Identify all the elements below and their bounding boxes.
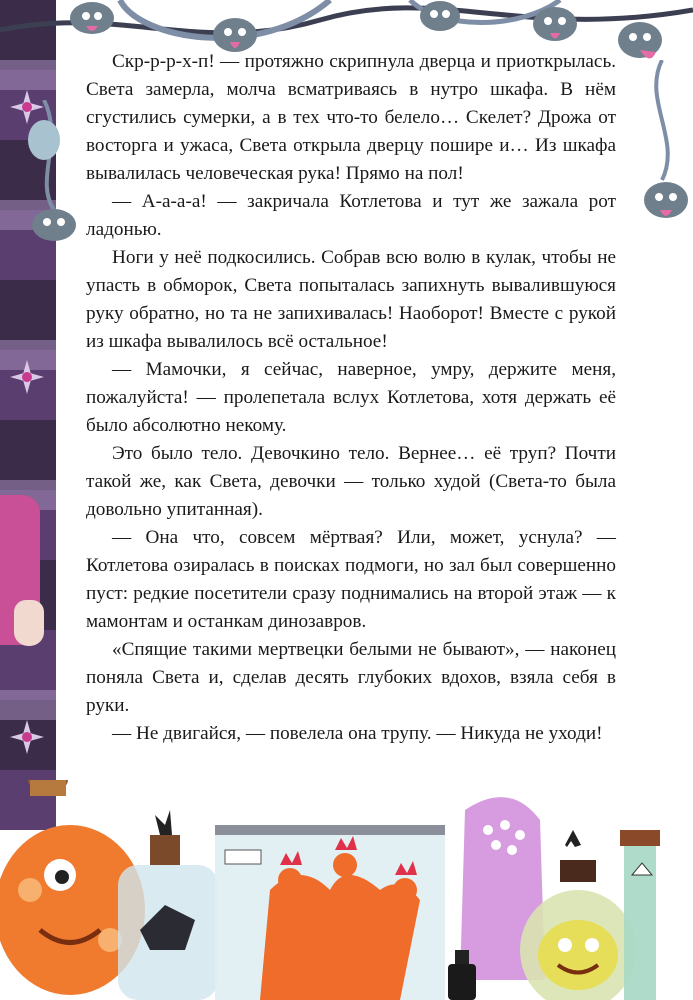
story-text [86, 48, 616, 748]
monster-icon [644, 182, 688, 218]
monster-icon [70, 2, 114, 34]
cupcake-icon [28, 780, 68, 796]
left-vine-illustration [14, 100, 84, 250]
bottle-illustration [620, 830, 660, 1000]
paragraph: Это было тело. Девочкино тело. Вернее… её труп? Почти такой же, как Света, девочки — только худой (Света-то была довольно упитанная). [86, 443, 616, 520]
monster-icon [420, 1, 460, 31]
monster-icon [618, 22, 662, 59]
right-vine-illustration [622, 60, 693, 230]
paragraph: — Мамочки, я сейчас, наверное, умру, держите меня, пожалуйста! — пролепетала вслух Котлетова, хотя держать её было абсолютно некому. [86, 359, 616, 436]
monster-icon [213, 18, 257, 52]
monster-icon [533, 7, 577, 41]
jar-with-bat-illustration [118, 810, 218, 1000]
paragraph: Скр-р-р-х-п! — протяжно скрипнула дверца и приоткрылась. Света замерла, молча всматриваясь в нутро шкафа. В нём сгустились сумерки, а в тех что-то белело… Скелет? Дрожа от восторга и ужаса, Света открыла дверцу пошире и… Из шкафа вывалилась человеческая рука! Прямо на пол! [86, 51, 616, 184]
monster-icon [28, 120, 60, 160]
paragraph: «Спящие такими мертвецки белыми не бывают», — наконец поняла Света и, сделав десять глубоких вдохов, взяла себя в руки. [86, 639, 616, 716]
decor-band [0, 690, 56, 720]
bottom-jars-illustration [0, 780, 693, 1000]
monster-icon [32, 209, 76, 241]
paragraph: Ноги у неё подкосились. Собрав всю волю в кулак, чтобы не упасть в обморок, Света попыталась запихнуть вывалившуюся руку обратно, но та не запихивалась! Наоборот! Вместе с рукой из шкафа вывалилось всё остальное! [86, 247, 616, 352]
tank-with-dragon-illustration [215, 825, 445, 1000]
paragraph: — Она что, совсем мёртвая? Или, может, уснула? — Котлетова озиралась в поисках подмоги, но зал был совершенно пуст: редкие посетители сразу поднимались на второй этаж — к мамонтам и останкам динозавров. [86, 527, 616, 632]
paragraph: — А-а-а-а! — закричала Котлетова и тут же зажала рот ладонью. [86, 191, 616, 240]
paragraph: — Не двигайся, — повелела она трупу. — Никуда не уходи! [112, 723, 603, 744]
star-ornament-icon [10, 720, 44, 754]
hand-illustration [14, 600, 44, 646]
